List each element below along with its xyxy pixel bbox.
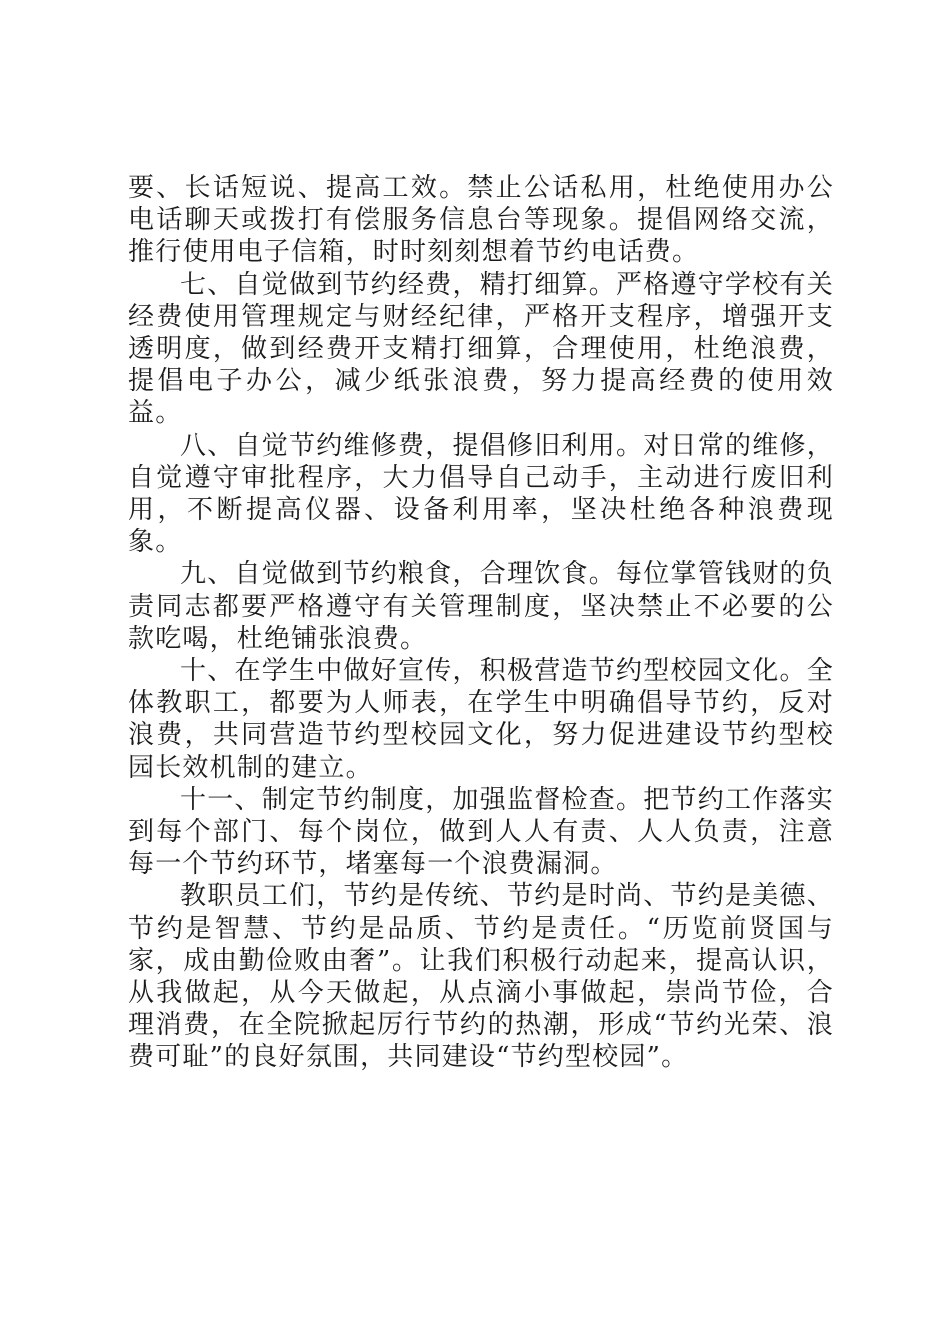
document-body (128, 172, 834, 1074)
paragraph-item-eight: 八、自觉节约维修费，提倡修旧利用。对日常的维修，自觉遵守审批程序，大力倡导自己动手，主动进行废旧利用，不断提高仪器、设备利用率，坚决杜绝各种浪费现象。 (128, 430, 834, 558)
paragraph-continuation: 要、长话短说、提高工效。禁止公话私用，杜绝使用办公电话聊天或拨打有偿服务信息台等现象。提倡网络交流，推行使用电子信箱，时时刻刻想着节约电话费。 (128, 173, 834, 268)
paragraph-item-ten: 十、在学生中做好宣传，积极营造节约型校园文化。全体教职工，都要为人师表，在学生中明确倡导节约，反对浪费，共同营造节约型校园文化，努力促进建设节约型校园长效机制的建立。 (128, 656, 834, 783)
paragraph-item-eleven: 十一、制定节约制度，加强监督检查。把节约工作落实到每个部门、每个岗位，做到人人有责、人人负责，注意每一个节约环节，堵塞每一个浪费漏洞。 (128, 784, 834, 880)
paragraph-item-nine: 九、自觉做到节约粮食，合理饮食。每位掌管钱财的负责同志都要严格遵守有关管理制度，坚决禁止不必要的公款吃喝，杜绝铺张浪费。 (128, 559, 834, 654)
paragraph-item-seven: 七、自觉做到节约经费，精打细算。严格遵守学校有关经费使用管理规定与财经纪律，严格开支程序，增强开支透明度，做到经费开支精打细算，合理使用，杜绝浪费，提倡电子办公，减少纸张浪费，努力提高经费的使用效益。 (128, 269, 834, 429)
paragraph-closing: 教职员工们，节约是传统、节约是时尚、节约是美德、节约是智慧、节约是品质、节约是责任。“历览前贤国与家，成由勤俭败由奢”。让我们积极行动起来，提高认识，从我做起，从今天做起，从点滴小事做起，崇尚节俭，合理消费，在全院掀起厉行节约的热潮，形成“节约光荣、浪费可耻”的良好氛围，共同建设“节约型校园”。 (128, 881, 834, 1073)
